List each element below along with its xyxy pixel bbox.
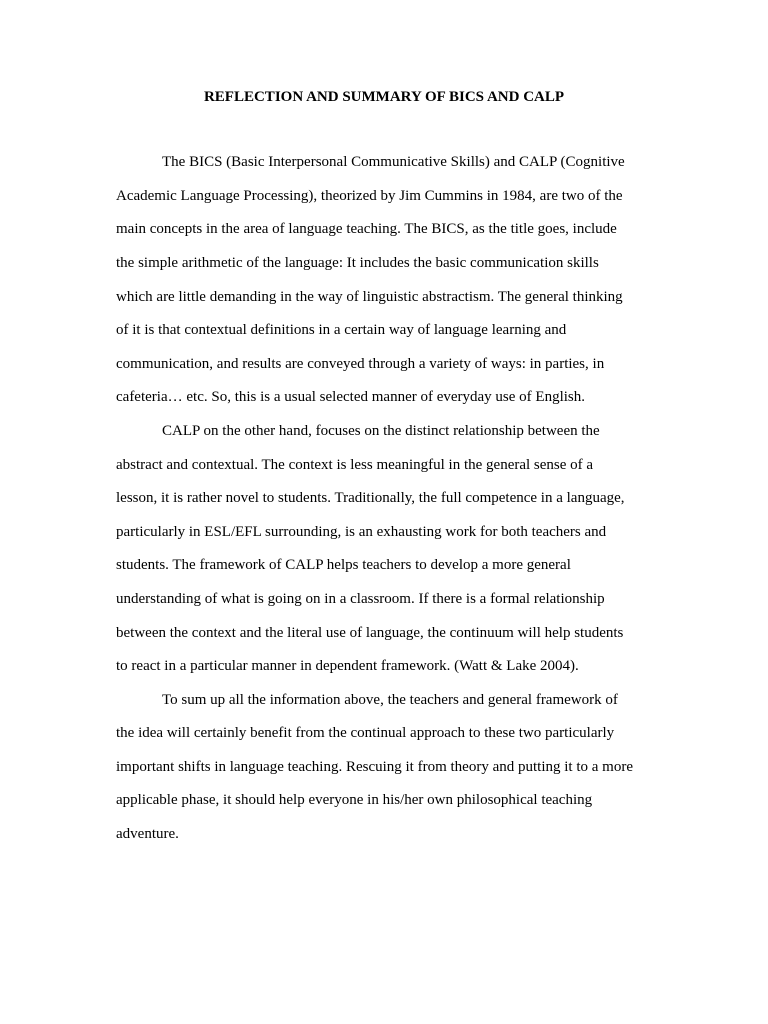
paragraph-line: communication, and results are conveyed through a variety of ways: in parties, in — [116, 356, 605, 372]
paragraph-line: understanding of what is going on in a classroom. If there is a formal relationship — [116, 591, 605, 607]
paragraph-line: The BICS (Basic Interpersonal Communicative Skills) and CALP (Cognitive — [162, 154, 625, 170]
paragraph-line: the simple arithmetic of the language: It includes the basic communication skills — [116, 255, 599, 271]
paragraph-line: cafeteria… etc. So, this is a usual selected manner of everyday use of English. — [116, 389, 586, 405]
document-title: REFLECTION AND SUMMARY OF BICS AND CALP — [203, 89, 565, 105]
paragraph-line: abstract and contextual. The context is less meaningful in the general sense of a — [116, 457, 594, 473]
paragraph-line: which are little demanding in the way of linguistic abstractism. The general thinking — [116, 289, 623, 305]
paragraph-line: the idea will certainly benefit from the continual approach to these two particularly — [116, 725, 615, 741]
paragraph-line: CALP on the other hand, focuses on the distinct relationship between the — [162, 423, 600, 439]
paragraph-line: main concepts in the area of language teaching. The BICS, as the title goes, include — [116, 221, 617, 237]
paragraph-line: To sum up all the information above, the teachers and general framework of — [162, 692, 618, 708]
paragraph-line: to react in a particular manner in dependent framework. (Watt & Lake 2004). — [116, 658, 579, 674]
paragraph-line: lesson, it is rather novel to students. Traditionally, the full competence in a language, — [116, 490, 625, 506]
paragraph-line: students. The framework of CALP helps teachers to develop a more general — [116, 557, 571, 573]
paragraph-line: applicable phase, it should help everyone in his/her own philosophical teaching — [116, 792, 593, 808]
paragraph-line: important shifts in language teaching. Rescuing it from theory and putting it to a more — [116, 759, 633, 775]
paragraph-line: Academic Language Processing), theorized by Jim Cummins in 1984, are two of the — [116, 188, 623, 204]
paragraph-line: of it is that contextual definitions in a certain way of language learning and — [116, 322, 567, 338]
paragraph-line: adventure. — [116, 826, 179, 842]
paragraph-line: particularly in ESL/EFL surrounding, is an exhausting work for both teachers and — [116, 524, 607, 540]
paragraph-line: between the context and the literal use of language, the continuum will help students — [116, 625, 624, 641]
